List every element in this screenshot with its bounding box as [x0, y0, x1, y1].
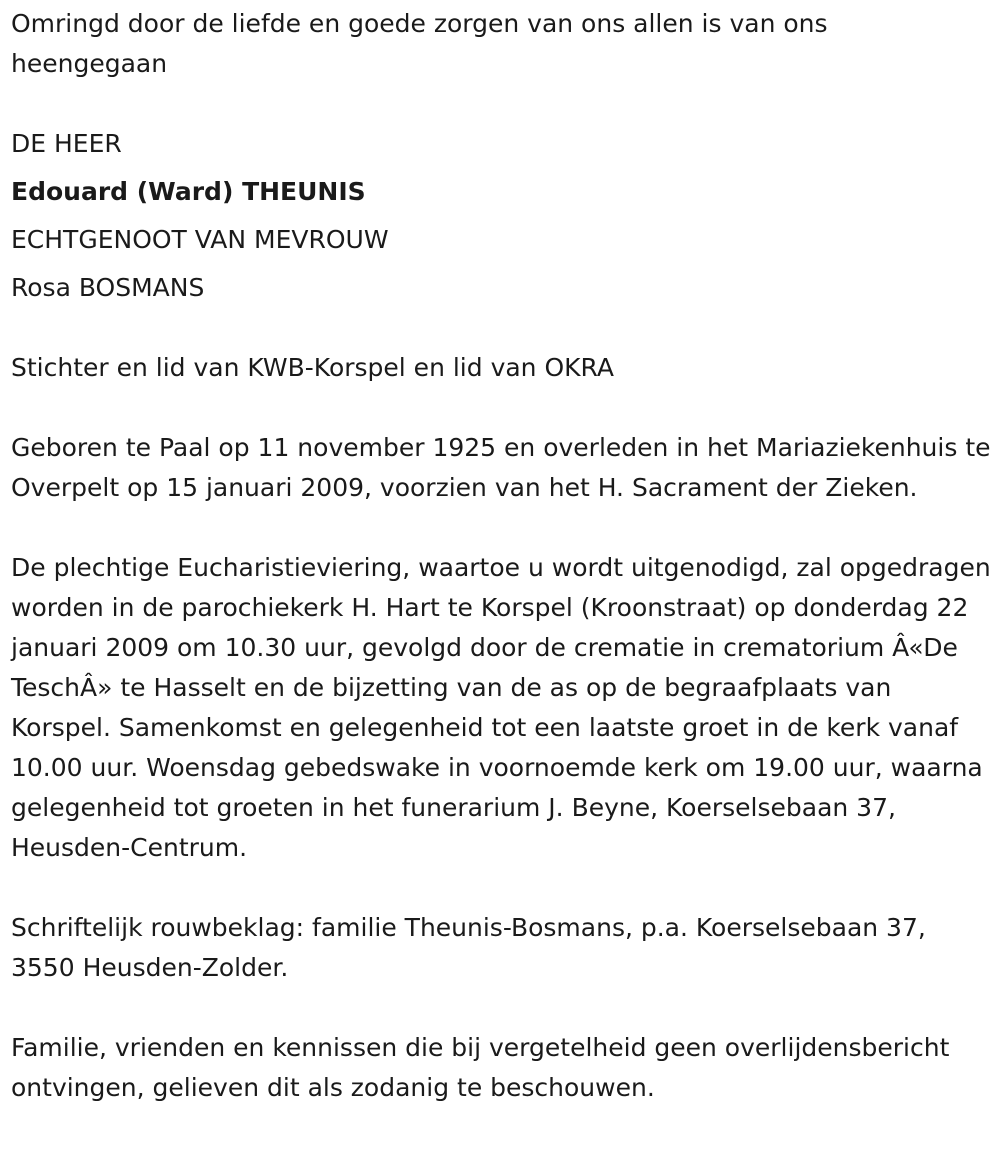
ceremony-text: De plechtige Eucharistieviering, waartoe u wordt uitgenodigd, zal opgedragen worden in de parochiekerk H. Hart te Korspel (Kroonstraat) op donderdag 22 januari 2009 om 10.30 uur, gevolgd door de crematie in crematorium Â«De TeschÂ» te Hasselt en de bijzetting van de as op de begraafplaats van Korspel. Samenkomst en gelegenheid tot een laatste groet in de kerk vanaf 10.00 uur. Woensdag gebedswake in voornoemde kerk om 19.00 uur, waarna gelegenheid tot groeten in het funerarium J. Beyne, Koerselsebaan 37, Heusden-Centrum. — [11, 553, 991, 862]
intro-text: Omringd door de liefde en goede zorgen van ons allen is van ons heengegaan — [11, 9, 828, 78]
closing-text: Familie, vrienden en kennissen die bij vergetelheid geen overlijdensbericht ontvingen, gelieven dit als zodanig te beschouwen. — [11, 1033, 950, 1102]
title-prefix: DE HEER — [11, 129, 122, 158]
obituary-notice — [11, 4, 991, 1108]
memberships-text: Stichter en lid van KWB-Korspel en lid van OKRA — [11, 353, 615, 382]
condolences-text: Schriftelijk rouwbeklag: familie Theunis-Bosmans, p.a. Koerselsebaan 37, 3550 Heusden-Zolder. — [11, 913, 926, 982]
spouse-name: Rosa BOSMANS — [11, 273, 205, 302]
spouse-label: ECHTGENOOT VAN MEVROUW — [11, 225, 389, 254]
deceased-name: Edouard (Ward) THEUNIS — [11, 177, 366, 206]
birth-death-text: Geboren te Paal op 11 november 1925 en overleden in het Mariaziekenhuis te Overpelt op 15 januari 2009, voorzien van het H. Sacrament der Zieken. — [11, 433, 991, 502]
